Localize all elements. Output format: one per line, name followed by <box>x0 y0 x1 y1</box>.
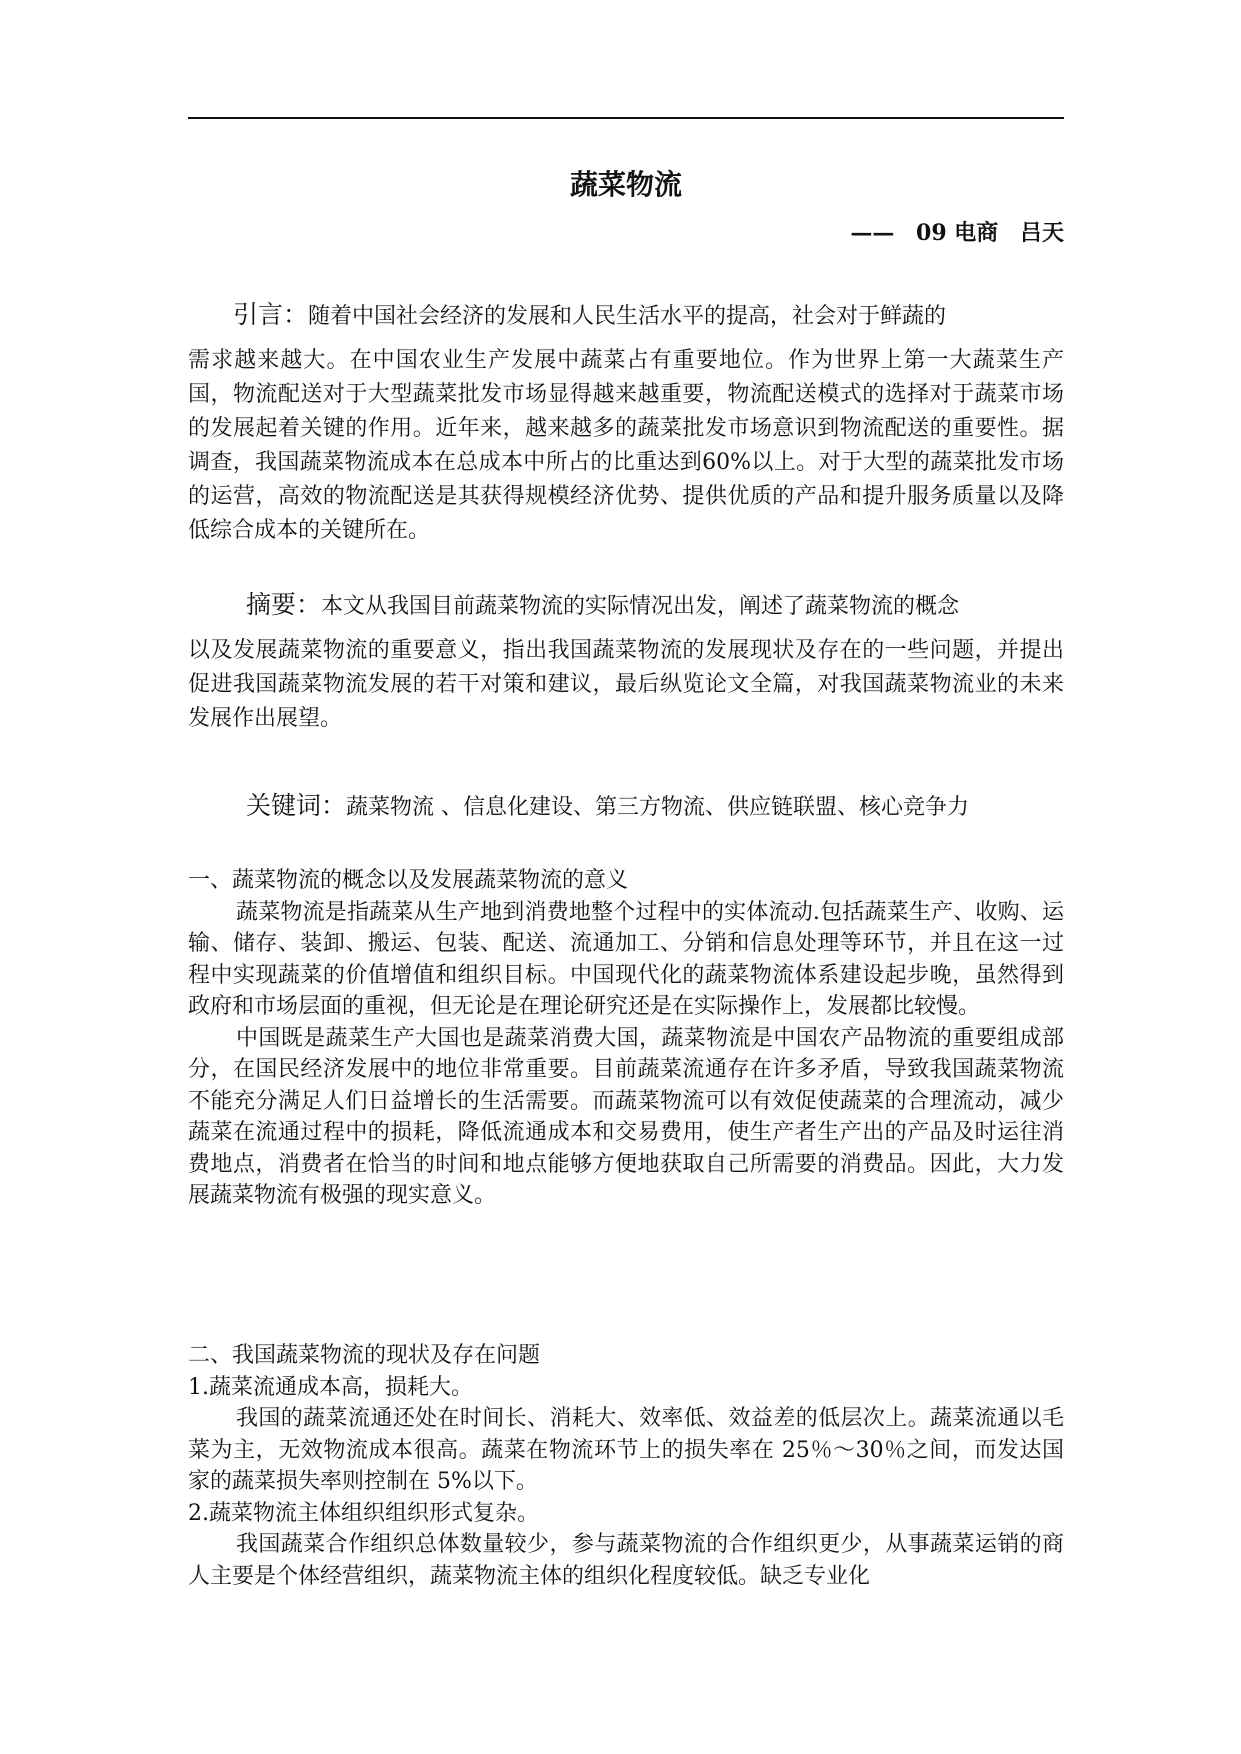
abstract-paragraph <box>188 584 1064 736</box>
intro-label: 引言： <box>233 300 309 329</box>
section-2-paragraph-1: 我国的蔬菜流通还处在时间长、消耗大、效率低、效益差的低层次上。蔬菜流通以毛菜为主，无效物流成本很高。蔬菜在物流环节上的损失率在 25％～30％之间，而发达国家的蔬菜损失率则控制在 5%以下。 <box>188 1406 1064 1494</box>
abstract-body: 以及发展蔬菜物流的重要意义，指出我国蔬菜物流的发展现状及存在的一些问题，并提出促进我国蔬菜物流发展的若干对策和建议，最后纵览论文全篇，对我国蔬菜物流业的未来发展作出展望。 <box>188 638 1064 731</box>
section-1-paragraph-2: 中国既是蔬菜生产大国也是蔬菜消费大国，蔬菜物流是中国农产品物流的重要组成部分，在国民经济发展中的地位非常重要。目前蔬菜流通存在许多矛盾，导致我国蔬菜物流不能充分满足人们日益增长的生活需要。而蔬菜物流可以有效促使蔬菜的合理流动，减少蔬菜在流通过程中的损耗，降低流通成本和交易费用，使生产者生产出的产品及时运往消费地点，消费者在恰当的时间和地点能够方便地获取自己所需要的消费品。因此，大力发展蔬菜物流有极强的现实意义。 <box>188 1025 1064 1208</box>
byline-dash: —— <box>850 220 895 246</box>
intro-first-line <box>188 294 1064 338</box>
keywords-paragraph <box>188 780 1064 834</box>
section-2-subheading-2: 2.蔬菜物流主体组织组织形式复杂。 <box>188 1500 539 1526</box>
byline-class: 09 电商 <box>916 220 999 246</box>
section-2-paragraph-2: 我国蔬菜合作组织总体数量较少，参与蔬菜物流的合作组织更少，从事蔬菜运销的商人主要是个体经营组织，蔬菜物流主体的组织化程度较低。缺乏专业化 <box>188 1532 1064 1589</box>
header-rule <box>188 117 1064 119</box>
byline <box>836 216 1064 250</box>
intro-body: 需求越来越大。在中国农业生产发展中蔬菜占有重要地位。作为世界上第一大蔬菜生产国，物流配送对于大型蔬菜批发市场显得越来越重要，物流配送模式的选择对于蔬菜市场的发展起着关键的作用。近年来，越来越多的蔬菜批发市场意识到物流配送的重要性。据调查，我国蔬菜物流成本在总成本中所占的比重达到60%以上。对于大型的蔬菜批发市场的运营，高效的物流配送是其获得规模经济优势、提供优质的产品和提升服务质量以及降低综合成本的关键所在。 <box>188 348 1064 543</box>
section-2-heading: 二、我国蔬菜物流的现状及存在问题 <box>188 1343 541 1368</box>
section-2 <box>188 1340 1064 1592</box>
keywords-indent <box>188 791 347 820</box>
byline-author: 吕天 <box>1019 220 1064 246</box>
document-title: 蔬菜物流 <box>569 168 682 201</box>
abstract-first-text: 本文从我国目前蔬菜物流的实际情况出发，阐述了蔬菜物流的概念 <box>321 594 960 619</box>
section-1-heading: 一、蔬菜物流的概念以及发展蔬菜物流的意义 <box>188 868 629 893</box>
abstract-first-line <box>188 584 1064 628</box>
keywords-text: 蔬菜物流 、信息化建设、第三方物流、供应链联盟、核心竞争力 <box>346 795 970 820</box>
abstract-label: 摘要： <box>246 590 322 619</box>
intro-first-text: 随着中国社会经济的发展和人民生活水平的提高，社会对于鲜蔬的 <box>308 304 947 329</box>
section-1 <box>188 865 1064 1212</box>
intro-paragraph <box>188 294 1064 548</box>
keywords-label: 关键词： <box>246 791 347 820</box>
section-2-subheading-1: 1.蔬菜流通成本高，损耗大。 <box>188 1374 473 1400</box>
document-page <box>188 0 1064 1754</box>
section-1-paragraph-1: 蔬菜物流是指蔬菜从生产地到消费地整个过程中的实体流动.包括蔬菜生产、收购、运输、储存、装卸、搬运、包装、配送、流通加工、分销和信息处理等环节，并且在这一过程中实现蔬菜的价值增值和组织目标。中国现代化的蔬菜物流体系建设起步晚，虽然得到政府和市场层面的重视，但无论是在理论研究还是在实际操作上，发展都比较慢。 <box>188 899 1064 1019</box>
